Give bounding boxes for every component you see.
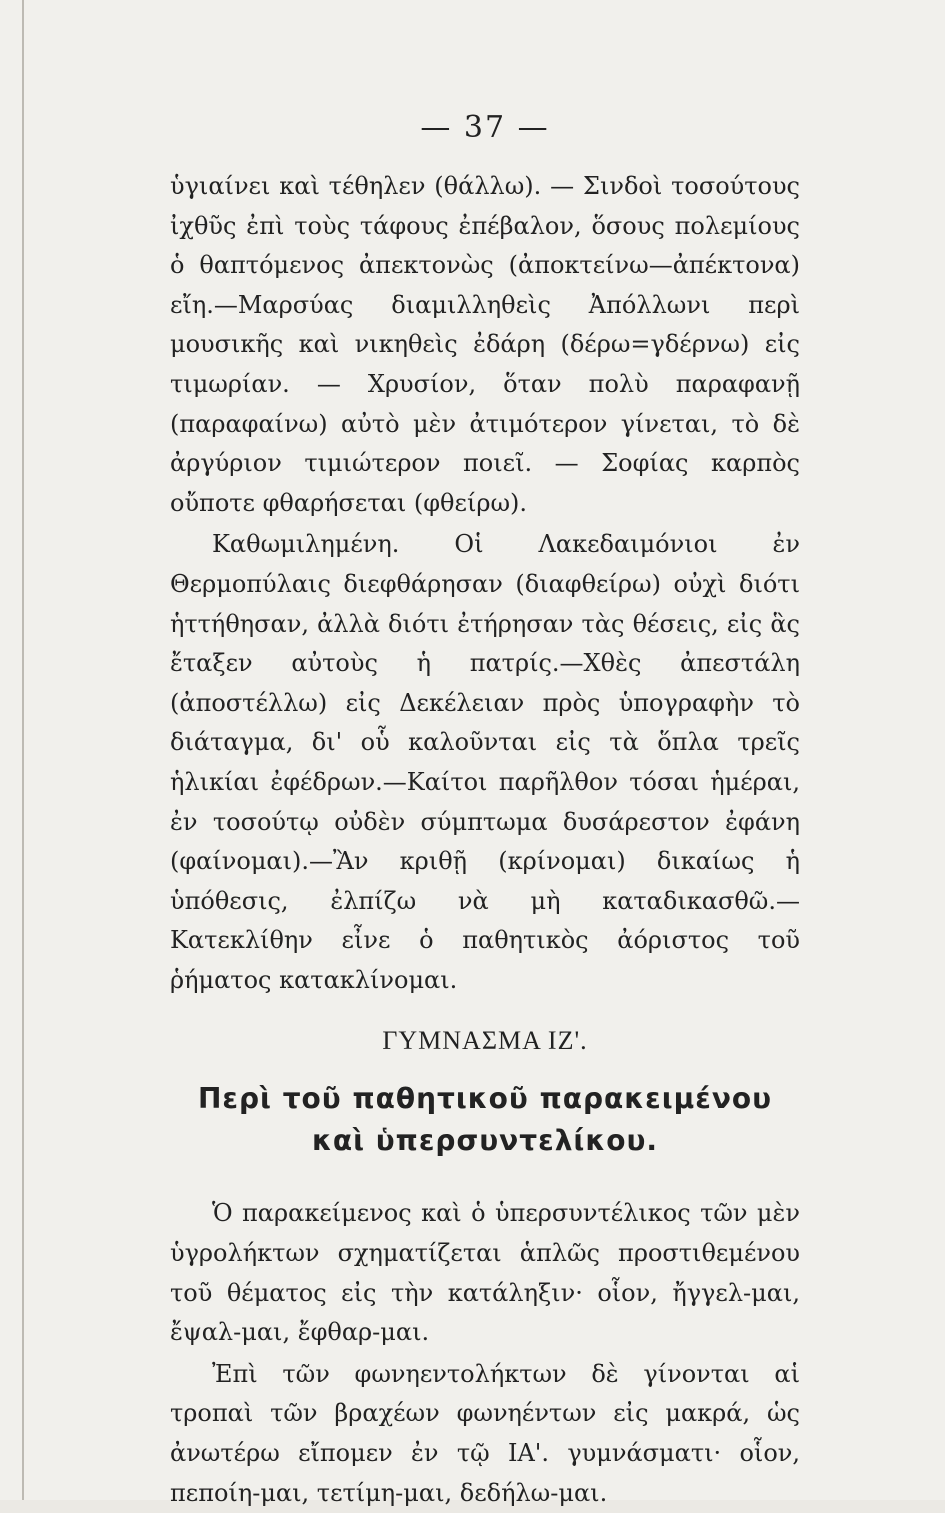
body-paragraph-1: Ὁ παρακείμενος καὶ ὁ ὑπερσυντέλικος τῶν μὲν ὑγρολήκτων σχηματίζεται ἁπλῶς προστιθεμένου τοῦ θέματος εἰς τὴν κατάληξιν· οἷον, ἤγγελ-μαι, ἔψαλ-μαι, ἔφθαρ-μαι.: [170, 1199, 800, 1347]
paragraph-continuation: ὑγιαίνει καὶ τέθηλεν (θάλλω). — Σινδοὶ τοσούτους ἰχθῦς ἐπὶ τοὺς τάφους ἐπέβαλον, ὅσους πολεμίους ὁ θαπτόμενος ἀπεκτονὼς (ἀποκτείνω—ἀπέκτονα) εἴη.—Μαρσύας διαμιλληθεὶς Ἀπόλλωνι περὶ μουσικῆς καὶ νικηθεὶς ἐδάρη (δέρω=γδέρνω) εἰς τιμωρίαν. — Χρυσίον, ὅταν πολὺ παραφανῇ (παραφαίνω) αὐτὸ μὲν ἀτιμότερον γίνεται, τὸ δὲ ἀργύριον τιμιώτερον ποιεῖ. — Σοφίας καρπὸς οὔποτε φθαρήσεται (φθείρω).: [170, 172, 800, 517]
subheading-line-1: Περὶ τοῦ παθητικοῦ παρακειμένου: [197, 1082, 773, 1116]
body-paragraph-2: Ἐπὶ τῶν φωνηεντολήκτων δὲ γίνονται αἱ τροπαὶ τῶν βραχέων φωνηέντων εἰς μακρά, ὡς ἀνωτέρω εἴπομεν ἐν τῷ ΙΑ'. γυμνάσματι· οἷον, πεποίη-μαι, τετίμη-μαι, δεδήλω-μαι.: [170, 1359, 800, 1507]
subheading-line-2: καὶ ὑπερσυντελίκου.: [311, 1124, 659, 1158]
exercise-heading: ΓΥΜΝΑΣΜΑ ΙΖ'.: [382, 1026, 588, 1056]
binding-edge: [22, 0, 24, 1500]
page-number: — 37 —: [420, 110, 550, 145]
exercise-subheading: [170, 1078, 800, 1162]
page-content: [170, 110, 800, 1513]
paragraph-kathomilimeni: Καθωμιλημένη. Οἱ Λακεδαιμόνιοι ἐν Θερμοπύλαις διεφθάρησαν (διαφθείρω) οὐχὶ διότι ἡττήθησαν, ἀλλὰ διότι ἐτήρησαν τὰς θέσεις, εἰς ἃς ἔταξεν αὐτοὺς ἡ πατρίς.—Χθὲς ἀπεστάλη (ἀποστέλλω) εἰς Δεκέλειαν πρὸς ὑπογραφὴν τὸ διάταγμα, δι' οὗ καλοῦνται εἰς τὰ ὅπλα τρεῖς ἡλικίαι ἐφέδρων.—Καίτοι παρῆλθον τόσαι ἡμέραι, ἐν τοσούτῳ οὐδὲν σύμπτωμα δυσάρεστον ἐφάνη (φαίνομαι).—Ἂν κριθῇ (κρίνομαι) δικαίως ἡ ὑπόθεσις, ἐλπίζω νὰ μὴ καταδικασθῶ.—Κατεκλίθην εἶνε ὁ παθητικὸς ἀόριστος τοῦ ῥήματος κατακλίνομαι.: [170, 530, 800, 994]
